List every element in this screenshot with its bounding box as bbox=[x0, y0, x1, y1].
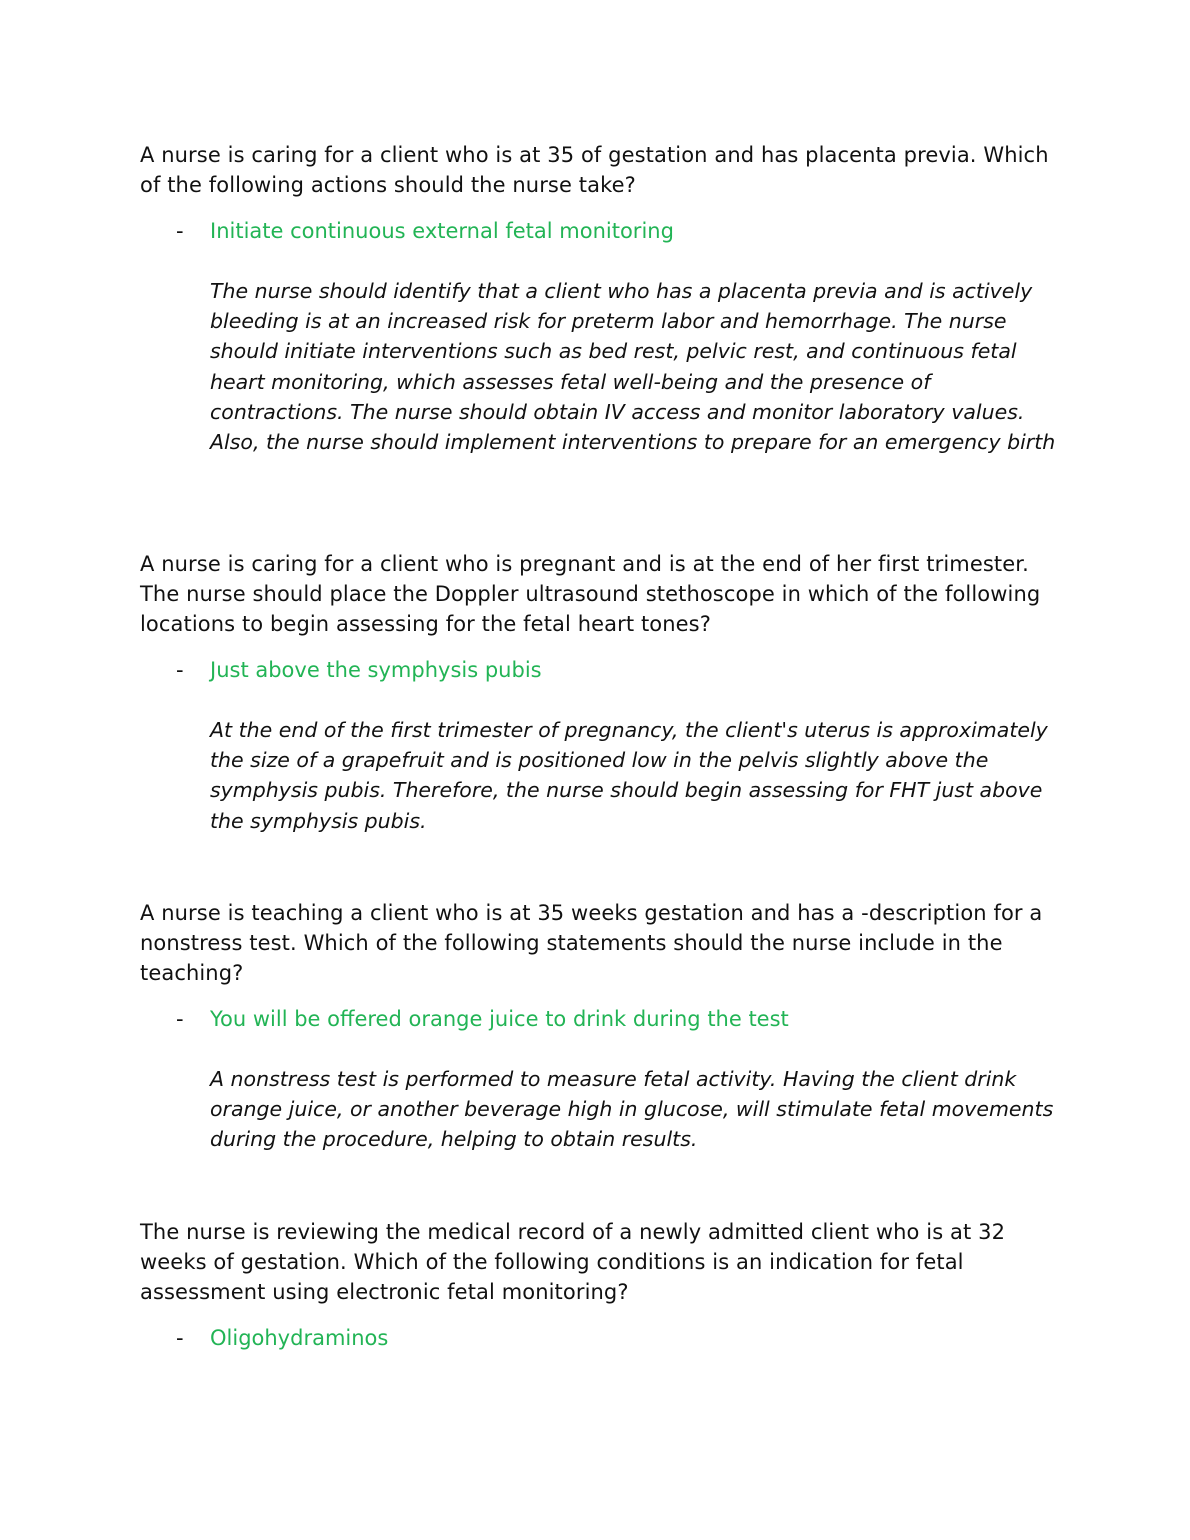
rationale-text: At the end of the first trimester of pregnancy, the client's uterus is approximately the size of a grapefruit and is positioned low in the pelvis slightly above the symphysis pubis. Therefore, the nurse should begin assessing for FHT just above the symphysis pubis. bbox=[210, 718, 1048, 833]
list-bullet: - bbox=[176, 1326, 184, 1350]
question-block-3 bbox=[140, 898, 1060, 1155]
list-bullet: - bbox=[176, 219, 184, 243]
list-bullet: - bbox=[176, 1007, 184, 1031]
question-text: A nurse is teaching a client who is at 35 weeks gestation and has a -description for a nonstress test. Which of the following statements should the nurse include in the teaching? bbox=[140, 901, 1043, 985]
question-text: A nurse is caring for a client who is pregnant and is at the end of her first trimester. The nurse should place the Doppler ultrasound stethoscope in which of the following locations to begin assessing for the fetal heart tones? bbox=[140, 552, 1041, 636]
answer-text: Initiate continuous external fetal monitoring bbox=[210, 219, 674, 243]
question-block-1 bbox=[140, 140, 1060, 457]
answer-text: Oligohydraminos bbox=[210, 1326, 389, 1350]
list-bullet: - bbox=[176, 658, 184, 682]
answer-item bbox=[140, 655, 1060, 685]
answer-item bbox=[140, 1004, 1060, 1034]
answer-text: Just above the symphysis pubis bbox=[210, 658, 542, 682]
answer-text: You will be offered orange juice to drink during the test bbox=[210, 1007, 789, 1031]
question-text: The nurse is reviewing the medical record of a newly admitted client who is at 32 weeks of gestation. Which of the following conditions is an indication for fetal assessment using electronic fetal monitoring? bbox=[140, 1220, 1006, 1304]
answer-item bbox=[140, 1323, 1060, 1353]
question-block-2 bbox=[140, 549, 1060, 836]
question-block-4 bbox=[140, 1217, 1060, 1353]
answer-item bbox=[140, 216, 1060, 246]
rationale-text: A nonstress test is performed to measure fetal activity. Having the client drink orange juice, or another beverage high in glucose, will stimulate fetal movements during the procedure, helping to obtain results. bbox=[210, 1067, 1054, 1152]
rationale-text: The nurse should identify that a client who has a placenta previa and is actively bleeding is at an increased risk for preterm labor and hemorrhage. The nurse should initiate interventions such as bed rest, pelvic rest, and continuous fetal heart monitoring, which assesses fetal well-being and the presence of contractions. The nurse should obtain IV access and monitor laboratory values. Also, the nurse should implement interventions to prepare for an emergency birth bbox=[210, 279, 1056, 455]
question-text: A nurse is caring for a client who is at 35 of gestation and has placenta previa. Which of the following actions should the nurse take? bbox=[140, 143, 1049, 197]
